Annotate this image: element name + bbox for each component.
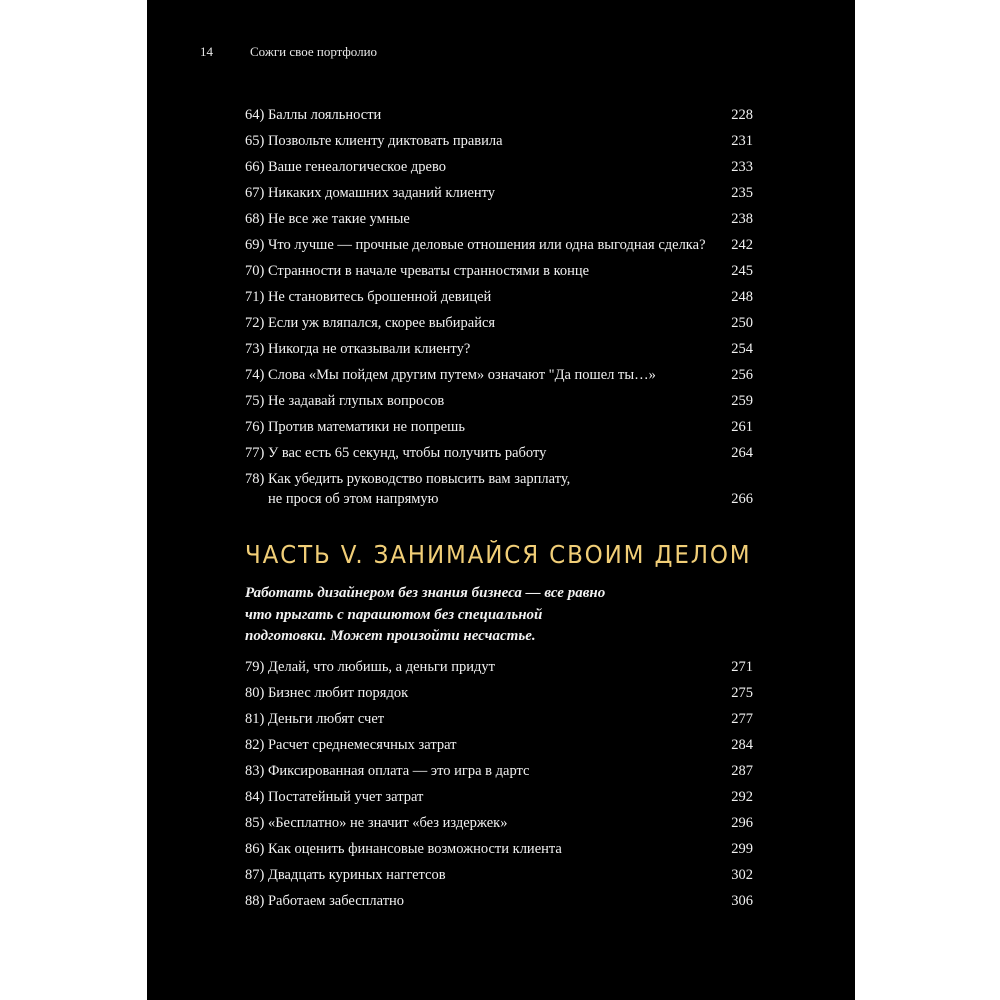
toc-entry-title: 68) Не все же такие умные bbox=[245, 211, 410, 227]
toc-entry bbox=[245, 131, 753, 151]
epigraph-line: что прыгать с парашютом без специальной bbox=[245, 606, 543, 623]
toc-entry-title: 85) «Бесплатно» не значит «без издержек» bbox=[245, 815, 508, 831]
toc-entry bbox=[245, 417, 753, 437]
toc-entry-page: 284 bbox=[731, 737, 753, 753]
toc-entry-page: 266 bbox=[731, 491, 753, 507]
toc-entry-page: 302 bbox=[731, 867, 753, 883]
toc-entry-title: 69) Что лучше — прочные деловые отношения или одна выгодная сделка? bbox=[245, 237, 706, 253]
toc-entry-title: 66) Ваше генеалогическое древо bbox=[245, 159, 446, 175]
toc-entry bbox=[245, 183, 753, 203]
toc-entry-title: 81) Деньги любят счет bbox=[245, 711, 385, 727]
toc-entry bbox=[245, 287, 753, 307]
toc-entry bbox=[245, 443, 753, 463]
part-epigraph bbox=[245, 583, 665, 648]
toc-entry-page: 233 bbox=[731, 159, 753, 175]
toc-entry bbox=[245, 761, 753, 781]
toc-entry bbox=[245, 235, 753, 255]
toc-entry-title-line1: 78) Как убедить руководство повысить вам зарплату, bbox=[245, 471, 571, 487]
toc-entry-page: 306 bbox=[731, 893, 753, 909]
book-page bbox=[147, 0, 855, 1000]
toc-entry-page: 299 bbox=[731, 841, 753, 857]
toc-entry bbox=[245, 157, 753, 177]
toc-entry-title: 86) Как оценить финансовые возможности клиента bbox=[245, 841, 562, 857]
toc-entry-title: 79) Делай, что любишь, а деньги придут bbox=[245, 659, 495, 675]
toc-entry-page: 254 bbox=[731, 341, 753, 357]
toc-entry-title: 73) Никогда не отказывали клиенту? bbox=[245, 341, 471, 357]
toc-entry bbox=[245, 105, 753, 125]
toc-entry bbox=[245, 339, 753, 359]
page-number: 14 bbox=[200, 44, 213, 59]
toc-entry bbox=[245, 313, 753, 333]
toc-entry-title: 67) Никаких домашних заданий клиенту bbox=[245, 185, 496, 201]
toc-entry-page: 277 bbox=[731, 711, 753, 727]
toc-entry bbox=[245, 209, 753, 229]
toc-entry bbox=[245, 813, 753, 833]
toc-entry-page: 242 bbox=[731, 237, 753, 253]
toc-entry-page: 235 bbox=[731, 185, 753, 201]
toc-entry-page: 292 bbox=[731, 789, 753, 805]
toc-entry-page: 245 bbox=[731, 263, 753, 279]
toc-entry-page: 248 bbox=[731, 289, 753, 305]
toc-entry bbox=[245, 683, 753, 703]
toc-entry bbox=[245, 657, 753, 677]
toc-entry-title: 80) Бизнес любит порядок bbox=[245, 685, 409, 701]
toc-entry bbox=[245, 891, 753, 911]
toc-entry-title: 70) Странности в начале чреваты странностями в конце bbox=[245, 263, 590, 279]
toc-list-part-v bbox=[245, 657, 753, 917]
toc-list-part-iv bbox=[245, 105, 753, 515]
toc-entry-page: 238 bbox=[731, 211, 753, 227]
toc-entry-title: 88) Работаем забесплатно bbox=[245, 893, 405, 909]
toc-entry-title: 76) Против математики не попрешь bbox=[245, 419, 465, 435]
toc-entry-title: 74) Слова «Мы пойдем другим путем» означают "Да пошел ты…» bbox=[245, 367, 656, 383]
toc-entry bbox=[245, 261, 753, 281]
toc-entry-page: 256 bbox=[731, 367, 753, 383]
toc-entry bbox=[245, 469, 753, 509]
toc-entry-title: 77) У вас есть 65 секунд, чтобы получить работу bbox=[245, 445, 547, 461]
epigraph-line: Работать дизайнером без знания бизнеса — все равно bbox=[245, 585, 606, 601]
toc-entry-title bbox=[245, 469, 753, 509]
toc-entry-page: 271 bbox=[731, 659, 753, 675]
toc-entry bbox=[245, 839, 753, 859]
toc-entry-page: 296 bbox=[731, 815, 753, 831]
toc-entry-page: 228 bbox=[731, 107, 753, 123]
toc-entry-title: 72) Если уж вляпался, скорее выбирайся bbox=[245, 315, 496, 331]
toc-entry bbox=[245, 365, 753, 385]
toc-entry-title: 71) Не становитесь брошенной девицей bbox=[245, 289, 492, 305]
toc-entry-title: 75) Не задавай глупых вопросов bbox=[245, 393, 445, 409]
toc-entry bbox=[245, 735, 753, 755]
toc-entry-title: 87) Двадцать куриных наггетсов bbox=[245, 867, 446, 883]
toc-entry bbox=[245, 865, 753, 885]
toc-entry-page: 287 bbox=[731, 763, 753, 779]
toc-entry-title: 65) Позвольте клиенту диктовать правила bbox=[245, 133, 503, 149]
toc-entry-title: 83) Фиксированная оплата — это игра в дартс bbox=[245, 763, 530, 779]
toc-entry-page: 264 bbox=[731, 445, 753, 461]
toc-entry-page: 261 bbox=[731, 419, 753, 435]
toc-entry bbox=[245, 391, 753, 411]
toc-entry-page: 259 bbox=[731, 393, 753, 409]
toc-entry-title-line2: не прося об этом напрямую bbox=[268, 491, 439, 507]
toc-entry-page: 250 bbox=[731, 315, 753, 331]
toc-entry-page: 231 bbox=[731, 133, 753, 149]
toc-entry-title: 84) Постатейный учет затрат bbox=[245, 789, 424, 805]
running-head bbox=[200, 44, 377, 60]
book-title: Сожги свое портфолио bbox=[250, 44, 378, 59]
epigraph-line: подготовки. Может произойти несчастье. bbox=[245, 628, 536, 644]
toc-entry-title: 64) Баллы лояльности bbox=[245, 107, 382, 123]
toc-entry-title: 82) Расчет среднемесячных затрат bbox=[245, 737, 457, 753]
part-heading: ЧАСТЬ V. ЗАНИМАЙСЯ СВОИМ ДЕЛОМ bbox=[245, 540, 752, 569]
toc-entry-page: 275 bbox=[731, 685, 753, 701]
toc-entry bbox=[245, 787, 753, 807]
toc-entry bbox=[245, 709, 753, 729]
